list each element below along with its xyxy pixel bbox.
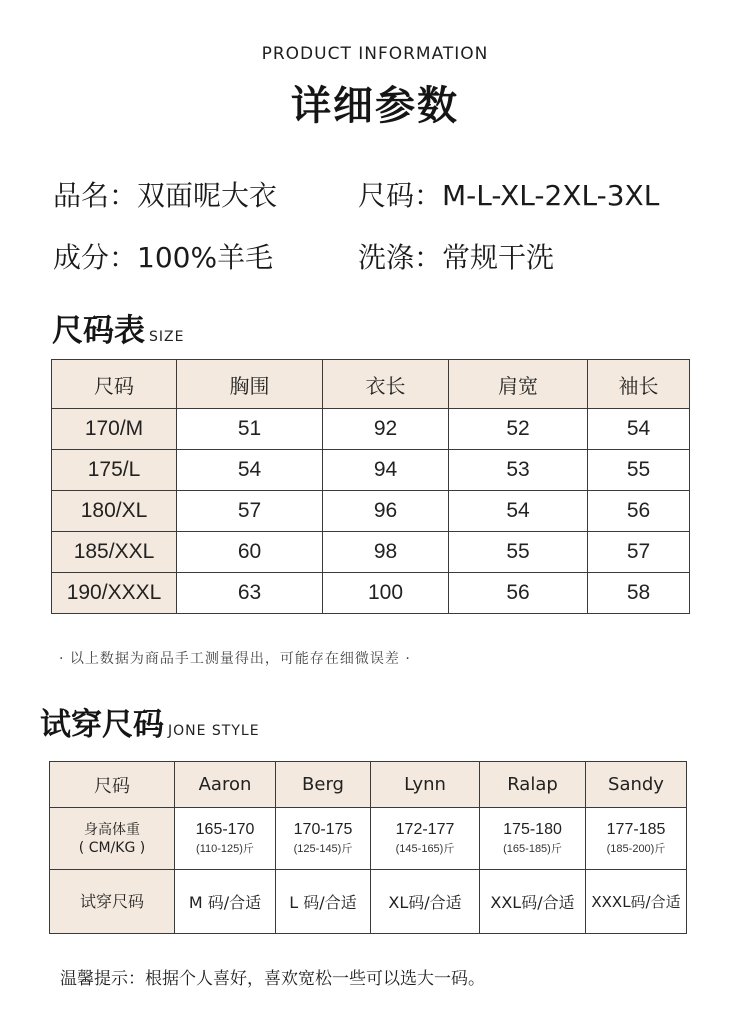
- table-row: [52, 409, 690, 450]
- table-cell: 57: [588, 532, 690, 573]
- header-cell: 尺码: [50, 762, 175, 808]
- header-cell: Lynn: [371, 762, 480, 808]
- table-cell: 56: [588, 491, 690, 532]
- size-chart-heading: [52, 305, 184, 350]
- height-range: 172-177: [395, 821, 455, 838]
- info-value: 常规干洗: [442, 241, 555, 274]
- height-range: 165-170: [195, 821, 255, 838]
- size-cell: 175/L: [52, 450, 177, 491]
- header-cell: 尺码: [52, 360, 177, 409]
- height-range: 170-175: [293, 821, 353, 838]
- table-cell: 56: [449, 573, 588, 614]
- table-cell: 98: [323, 532, 449, 573]
- table-cell: 55: [449, 532, 588, 573]
- table-cell: 51: [177, 409, 323, 450]
- table-cell: 57: [177, 491, 323, 532]
- measurement-note: · 以上数据为商品手工测量得出，可能存在细微误差 ·: [59, 651, 411, 667]
- fit-cell: XXL码/合适: [480, 870, 586, 934]
- table-row: [50, 870, 687, 934]
- header-cell: Sandy: [586, 762, 687, 808]
- size-cell: 185/XXL: [52, 532, 177, 573]
- weight-range: (145-165)斤: [395, 843, 455, 855]
- size-cell: 170/M: [52, 409, 177, 450]
- size-cell: 190/XXXL: [52, 573, 177, 614]
- info-size-range: [358, 174, 659, 214]
- table-cell: 54: [177, 450, 323, 491]
- table-cell: [586, 808, 687, 870]
- header-cell: Aaron: [175, 762, 276, 808]
- info-label: 尺码：: [358, 179, 443, 212]
- info-label: 成分：: [53, 241, 138, 274]
- page-title: 详细参数: [291, 83, 459, 129]
- section-en-title: PRODUCT INFORMATION: [261, 44, 489, 64]
- info-label: 品名：: [53, 179, 138, 212]
- weight-range: (110-125)斤: [196, 843, 254, 855]
- row-label: 试穿尺码: [50, 870, 175, 934]
- table-cell: [276, 808, 371, 870]
- table-header-row: [50, 762, 687, 808]
- info-washing: [358, 236, 554, 276]
- header-cell: 衣长: [323, 360, 449, 409]
- info-material: [53, 236, 273, 276]
- fit-cell: XXXL码/合适: [586, 870, 687, 934]
- table-cell: 92: [323, 409, 449, 450]
- height-range: 175-180: [503, 821, 562, 838]
- info-value: M-L-XL-2XL-3XL: [442, 179, 660, 212]
- table-cell: 54: [449, 491, 588, 532]
- header-cell: Berg: [276, 762, 371, 808]
- table-cell: 55: [588, 450, 690, 491]
- table-row: [52, 450, 690, 491]
- table-row: [52, 573, 690, 614]
- height-range: 177-185: [606, 821, 666, 838]
- table-cell: 94: [323, 450, 449, 491]
- size-chart-title: 尺码表: [52, 313, 145, 349]
- info-value: 100%羊毛: [137, 241, 274, 274]
- header-cell: 肩宽: [449, 360, 588, 409]
- table-cell: 60: [177, 532, 323, 573]
- table-cell: [175, 808, 276, 870]
- table-cell: [480, 808, 586, 870]
- table-cell: 96: [323, 491, 449, 532]
- try-on-heading: [40, 699, 260, 744]
- warm-tip: 温馨提示：根据个人喜好，喜欢宽松一些可以选大一码。: [60, 969, 485, 989]
- table-cell: 54: [588, 409, 690, 450]
- fit-cell: XL码/合适: [371, 870, 480, 934]
- try-on-subtitle: JONE STYLE: [168, 723, 260, 739]
- size-chart-table: [51, 359, 690, 614]
- size-cell: 180/XL: [52, 491, 177, 532]
- try-on-table: [49, 761, 687, 934]
- row-label-line: 身高体重: [84, 821, 140, 838]
- row-label: [50, 808, 175, 870]
- table-cell: [371, 808, 480, 870]
- table-cell: 63: [177, 573, 323, 614]
- info-value: 双面呢大衣: [137, 179, 278, 212]
- table-row: [52, 532, 690, 573]
- table-row: [52, 491, 690, 532]
- table-cell: 52: [449, 409, 588, 450]
- size-chart-subtitle: SIZE: [149, 329, 185, 345]
- try-on-title: 试穿尺码: [40, 707, 164, 743]
- table-row: [50, 808, 687, 870]
- header-cell: 胸围: [177, 360, 323, 409]
- weight-range: (125-145)斤: [293, 843, 353, 855]
- header-cell: Ralap: [480, 762, 586, 808]
- weight-range: (165-185)斤: [503, 843, 562, 855]
- fit-cell: M 码/合适: [175, 870, 276, 934]
- info-label: 洗涤：: [358, 241, 443, 274]
- header-cell: 袖长: [588, 360, 690, 409]
- table-cell: 58: [588, 573, 690, 614]
- fit-cell: L 码/合适: [276, 870, 371, 934]
- row-label-line: ( CM/KG ): [78, 839, 146, 856]
- weight-range: (185-200)斤: [606, 843, 666, 855]
- info-product-name: [53, 174, 277, 214]
- table-cell: 53: [449, 450, 588, 491]
- table-cell: 100: [323, 573, 449, 614]
- table-header-row: [52, 360, 690, 409]
